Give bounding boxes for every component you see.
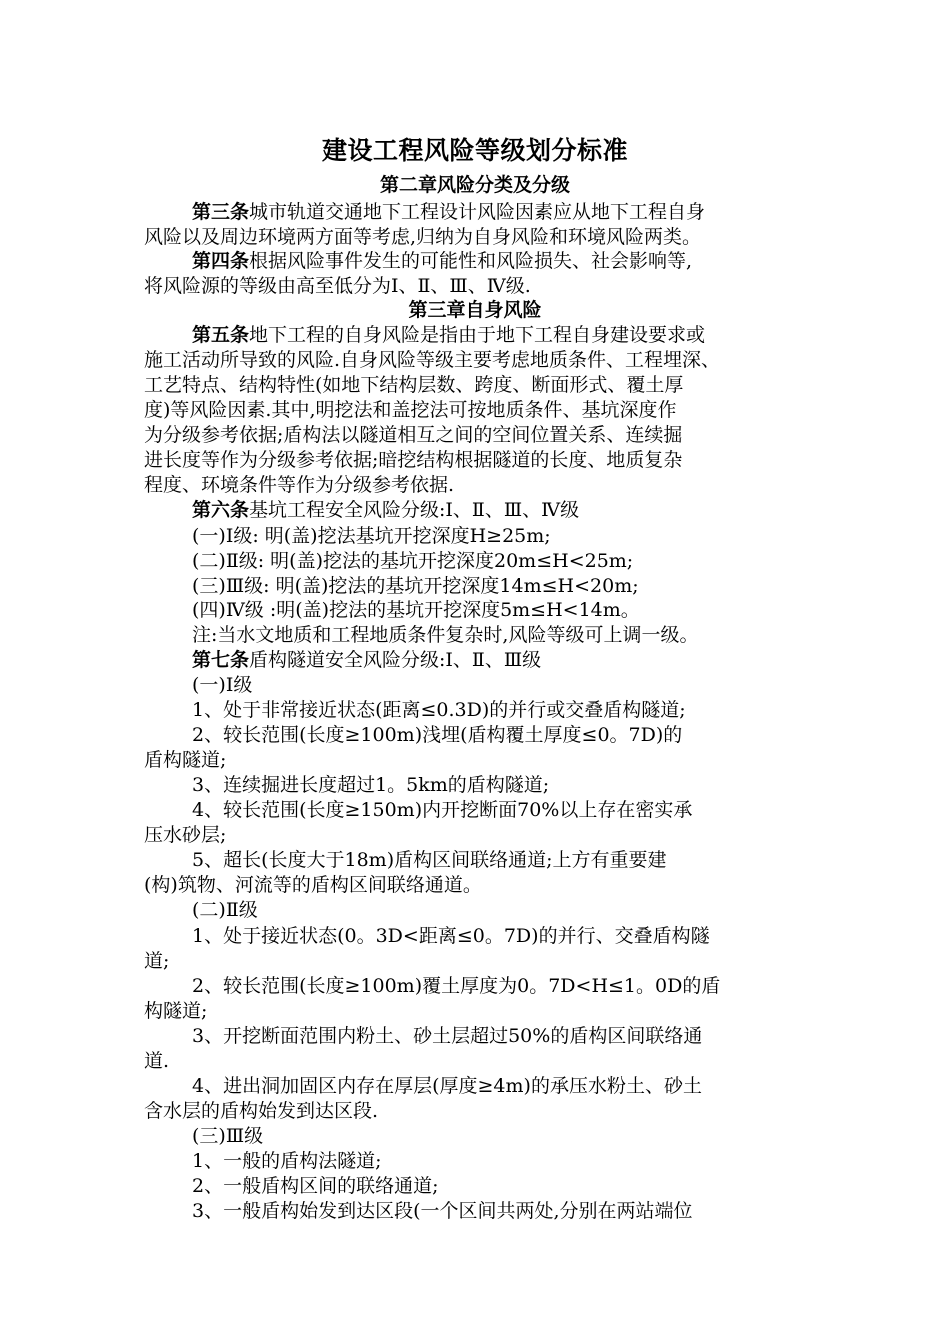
article-7-group-2-item-4b: 含水层的盾构始发到达区段. bbox=[144, 1100, 379, 1122]
chapter-3-heading: 第三章自身风险 bbox=[408, 299, 542, 321]
article-4-line-1 bbox=[192, 249, 692, 274]
article-4-text: 根据风险事件发生的可能性和风险损失、社会影响等, bbox=[249, 250, 693, 272]
article-6-text: 基坑工程安全风险分级:Ⅰ、Ⅱ、Ⅲ、Ⅳ级 bbox=[249, 499, 580, 521]
document-title: 建设工程风险等级划分标准 bbox=[321, 136, 628, 165]
article-7-group-2-item-3a: 3、开挖断面范围内粉土、砂土层超过50%的盾构区间联络通 bbox=[192, 1025, 703, 1047]
article-5-text: 地下工程的自身风险是指由于地下工程自身建设要求或 bbox=[249, 324, 706, 346]
chapter-2-heading: 第二章风险分类及分级 bbox=[379, 174, 570, 196]
article-7-group-3-item-1: 1、一般的盾构法隧道; bbox=[192, 1150, 382, 1172]
article-3-line-1 bbox=[192, 200, 705, 225]
article-7-group-3-item-3: 3、一般盾构始发到达区段(一个区间共两处,分别在两站端位 bbox=[192, 1200, 693, 1222]
article-7-group-2-item-2b: 构隧道; bbox=[144, 1000, 208, 1022]
article-6-item-1: (一)Ⅰ级: 明(盖)挖法基坑开挖深度H≥25m; bbox=[192, 525, 551, 547]
article-6-item-2: (二)Ⅱ级: 明(盖)挖法的基坑开挖深度20m≤H<25m; bbox=[192, 550, 634, 572]
article-7-group-2-item-4a: 4、进出洞加固区内存在厚层(厚度≥4m)的承压水粉土、砂土 bbox=[192, 1075, 702, 1097]
article-7-group-1-item-5a: 5、超长(长度大于18m)盾构区间联络通道;上方有重要建 bbox=[192, 849, 667, 871]
article-4-label: 第四条 bbox=[192, 250, 250, 272]
article-3-label: 第三条 bbox=[192, 201, 250, 223]
article-5-label: 第五条 bbox=[192, 324, 250, 346]
article-5-line-6: 进长度等作为分级参考依据;暗挖结构根据隧道的长度、地质复杂 bbox=[144, 449, 683, 471]
article-7-group-2-item-1a: 1、处于接近状态(0。3D<距离≤0。7D)的并行、交叠盾构隧 bbox=[192, 925, 710, 947]
article-6-label: 第六条 bbox=[192, 499, 250, 521]
article-5-line-4: 度)等风险因素.其中,明挖法和盖挖法可按地质条件、基坑深度作 bbox=[144, 399, 677, 421]
article-7-group-2-item-3b: 道. bbox=[144, 1050, 170, 1072]
article-7-group-2-item-1b: 道; bbox=[144, 950, 170, 972]
article-6-line-1 bbox=[192, 498, 579, 523]
article-7-group-1-heading: (一)Ⅰ级 bbox=[192, 674, 253, 696]
article-7-group-3-item-2: 2、一般盾构区间的联络通道; bbox=[192, 1175, 439, 1197]
article-3-text: 城市轨道交通地下工程设计风险因素应从地下工程自身 bbox=[249, 201, 706, 223]
article-5-line-1 bbox=[192, 323, 705, 348]
article-7-group-1-item-2a: 2、较长范围(长度≥100m)浅埋(盾构覆土厚度≤0。7D)的 bbox=[192, 724, 683, 746]
article-7-group-1-item-4b: 压水砂层; bbox=[144, 824, 227, 846]
article-7-group-1-item-1: 1、处于非常接近状态(距离≤0.3D)的并行或交叠盾构隧道; bbox=[192, 699, 686, 721]
article-5-line-2: 施工活动所导致的风险.自身风险等级主要考虑地质条件、工程埋深、 bbox=[144, 349, 721, 371]
article-7-line-1 bbox=[192, 648, 541, 673]
article-7-group-3-heading: (三)Ⅲ级 bbox=[192, 1125, 264, 1147]
article-5-line-7: 程度、环境条件等作为分级参考依据. bbox=[144, 474, 455, 496]
article-7-group-1-item-5b: (构)筑物、河流等的盾构区间联络通道。 bbox=[144, 874, 482, 896]
article-7-text: 盾构隧道安全风险分级:Ⅰ、Ⅱ、Ⅲ级 bbox=[249, 649, 542, 671]
article-4-line-2: 将风险源的等级由高至低分为Ⅰ、Ⅱ、Ⅲ、Ⅳ级. bbox=[144, 275, 531, 297]
article-7-group-1-item-2b: 盾构隧道; bbox=[144, 749, 227, 771]
article-5-line-3: 工艺特点、结构特性(如地下结构层数、跨度、断面形式、覆土厚 bbox=[144, 374, 684, 396]
article-6-note: 注:当水文地质和工程地质条件复杂时,风险等级可上调一级。 bbox=[192, 624, 699, 646]
article-5-line-5: 为分级参考依据;盾构法以隧道相互之间的空间位置关系、连续掘 bbox=[144, 424, 683, 446]
article-6-item-3: (三)Ⅲ级: 明(盖)挖法的基坑开挖深度14m≤H<20m; bbox=[192, 575, 639, 597]
article-7-label: 第七条 bbox=[192, 649, 250, 671]
article-7-group-2-heading: (二)Ⅱ级 bbox=[192, 899, 258, 921]
article-7-group-1-item-4a: 4、较长范围(长度≥150m)内开挖断面70%以上存在密实承 bbox=[192, 799, 693, 821]
article-7-group-2-item-2a: 2、较长范围(长度≥100m)覆土厚度为0。7D<H≤1。0D的盾 bbox=[192, 975, 721, 997]
article-7-group-1-item-3: 3、连续掘进长度超过1。5km的盾构隧道; bbox=[192, 774, 550, 796]
article-3-line-2: 风险以及周边环境两方面等考虑,归纳为自身风险和环境风险两类。 bbox=[144, 226, 702, 248]
article-6-item-4: (四)Ⅳ级 :明(盖)挖法的基坑开挖深度5m≤H<14m。 bbox=[192, 599, 640, 621]
